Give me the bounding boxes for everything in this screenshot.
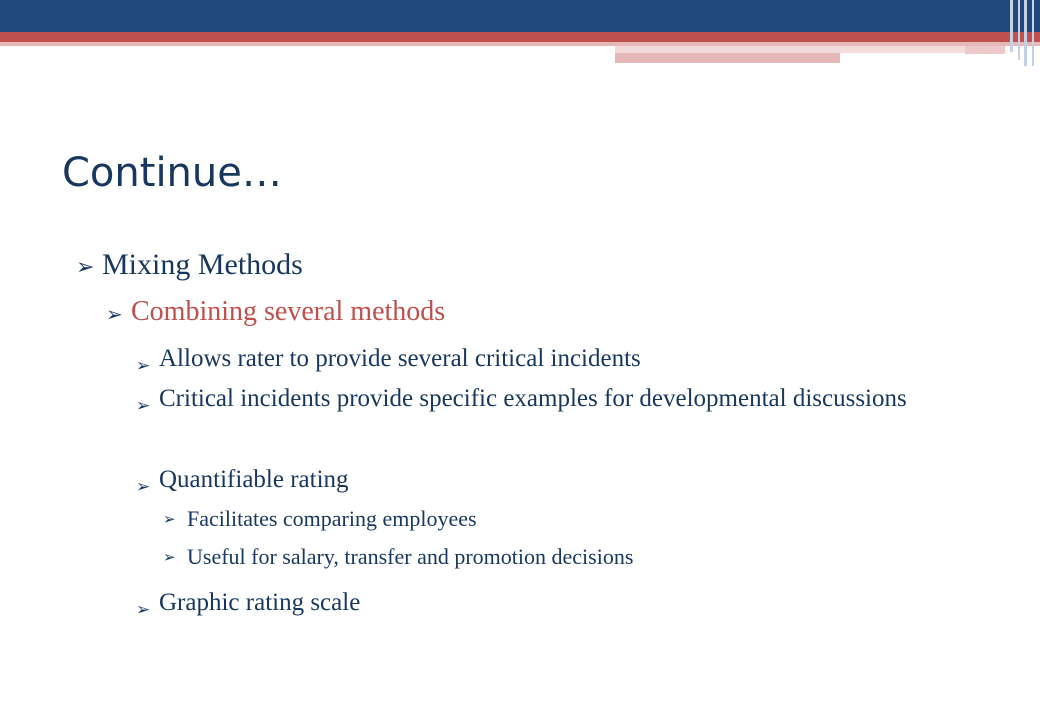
arrow-bullet-icon: ➢: [136, 477, 151, 497]
bullet-item: [163, 544, 633, 570]
arrow-bullet-icon: ➢: [76, 255, 95, 280]
bullet-text: Facilitates comparing employees: [187, 506, 477, 531]
banner-vertical-line: [1024, 0, 1027, 66]
arrow-bullet-icon: ➢: [136, 396, 151, 416]
banner-vertical-line: [1010, 0, 1013, 52]
bullet-item: [136, 461, 980, 506]
bullet-item: [106, 296, 445, 328]
bullet-text: Quantifiable rating: [159, 466, 349, 493]
bullet-item: [136, 380, 980, 425]
bullet-text: Graphic rating scale: [159, 589, 361, 616]
bullet-text: Allows rater to provide several critical incidents: [159, 345, 641, 372]
bullet-item: [163, 506, 477, 532]
bullet-text: Mixing Methods: [102, 248, 303, 281]
slide-title: Continue…: [62, 150, 282, 196]
arrow-bullet-icon: ➢: [163, 510, 176, 528]
arrow-bullet-icon: ➢: [163, 548, 176, 566]
banner-shade-bar: [615, 46, 965, 53]
bullet-text: Combining several methods: [131, 296, 446, 327]
banner-shade-bar: [615, 53, 840, 63]
banner-vertical-line: [1018, 0, 1020, 60]
arrow-bullet-icon: ➢: [136, 600, 151, 620]
banner-shade-bar: [965, 46, 1005, 54]
banner-red-stripe: [0, 32, 1040, 42]
bullet-item: [76, 248, 303, 282]
bullet-item: [136, 340, 980, 385]
bullet-text: Critical incidents provide specific examples for developmental discussions: [159, 385, 907, 412]
banner-vertical-line: [1032, 0, 1034, 66]
banner-blue-stripe: [0, 0, 1040, 32]
bullet-text: Useful for salary, transfer and promotion decisions: [187, 544, 634, 569]
arrow-bullet-icon: ➢: [106, 302, 123, 326]
bullet-item: [136, 584, 980, 629]
arrow-bullet-icon: ➢: [136, 356, 151, 376]
